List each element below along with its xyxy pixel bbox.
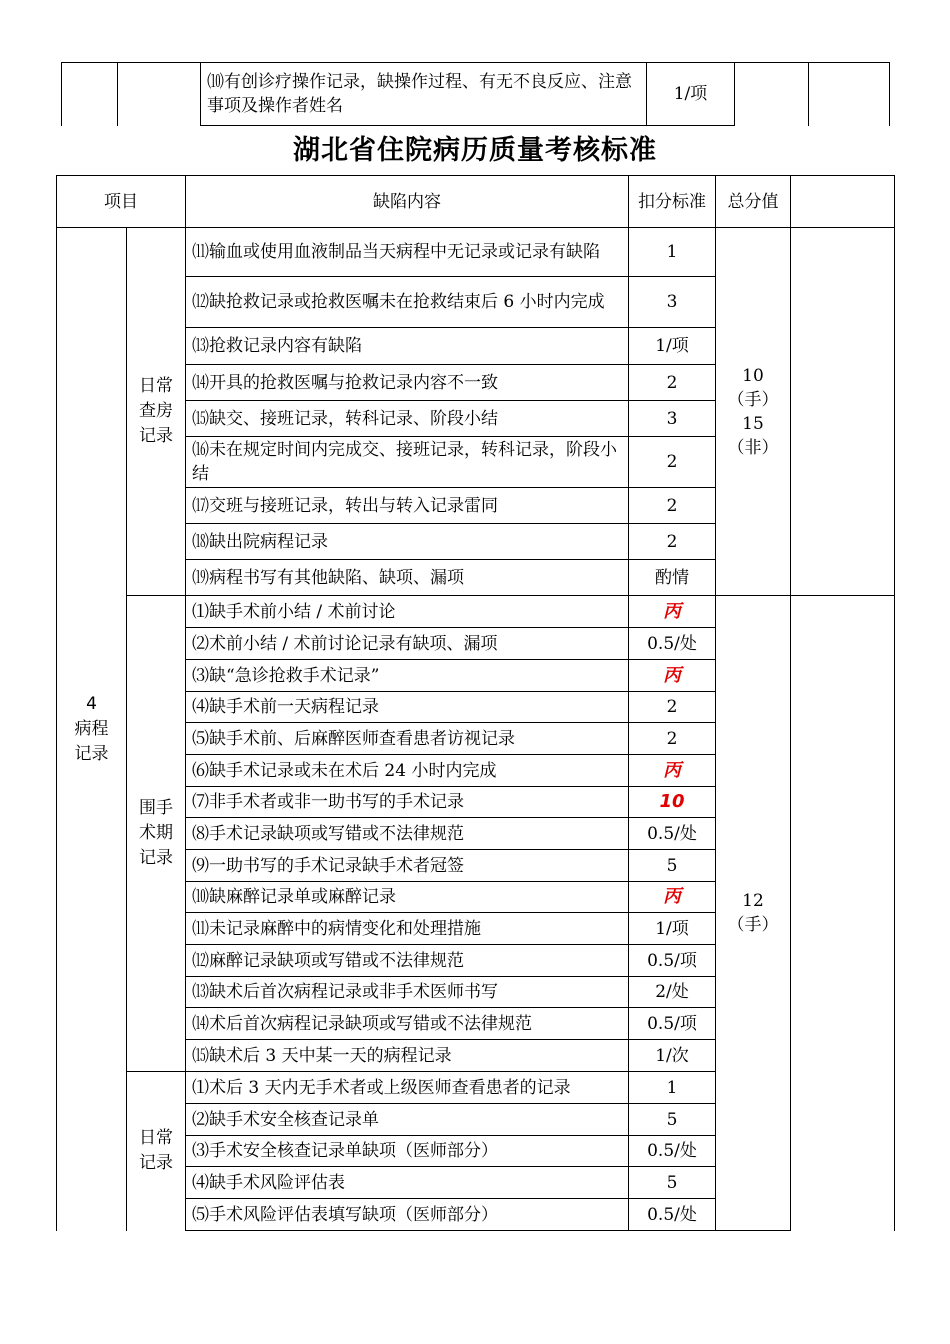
defect-content-cell: ⒁术后首次病程记录缺项或写错或不法律规范 xyxy=(186,1008,629,1040)
deduction-cell: 1 xyxy=(629,1072,716,1104)
continuation-blank-cell xyxy=(735,63,809,126)
continuation-blank-cell xyxy=(62,63,118,126)
deduction-cell: 0.5/处 xyxy=(629,818,716,850)
defect-content-cell: ⑹缺手术记录或未在术后 24 小时内完成 xyxy=(186,755,629,787)
defect-content-cell: ⑶手术安全核查记录单缺项（医师部分） xyxy=(186,1136,629,1167)
deduction-cell: 丙 xyxy=(629,882,716,913)
defect-content-cell: ⑿缺抢救记录或抢救医嘱未在抢救结束后 6 小时内完成 xyxy=(186,277,629,328)
defect-content-cell: ⑵术前小结 / 术前讨论记录有缺项、漏项 xyxy=(186,628,629,660)
deduction-cell: 0.5/处 xyxy=(629,1199,716,1231)
deduction-cell: 2 xyxy=(629,692,716,723)
defect-content-cell: ⒅缺出院病程记录 xyxy=(186,524,629,560)
header-deduction: 扣分标准 xyxy=(629,176,716,228)
deduction-cell: 3 xyxy=(629,401,716,437)
defect-content-cell: ⒆病程书写有其他缺陷、缺项、漏项 xyxy=(186,560,629,596)
deduction-cell: 0.5/处 xyxy=(629,628,716,660)
continuation-content-cell: ⑽有创诊疗操作记录，缺操作过程、有无不良反应、注意事项及操作者姓名 xyxy=(201,63,647,126)
defect-content-cell: ⑿麻醉记录缺项或写错或不法律规范 xyxy=(186,945,629,977)
subcategory-cell: 围手 术期 记录 xyxy=(127,596,186,1072)
page-title: 湖北省住院病历质量考核标准 xyxy=(293,135,657,166)
deduction-cell: 2 xyxy=(629,723,716,755)
deduction-cell: 2/处 xyxy=(629,977,716,1008)
defect-content-cell: ⒄交班与接班记录，转出与转入记录雷同 xyxy=(186,488,629,524)
defect-content-cell: ⑸手术风险评估表填写缺项（医师部分） xyxy=(186,1199,629,1231)
defect-content-cell: ⑽缺麻醉记录单或麻醉记录 xyxy=(186,882,629,913)
subcategory-cell: 日常 记录 xyxy=(127,1072,186,1231)
continuation-blank-cell xyxy=(809,63,890,126)
deduction-cell: 2 xyxy=(629,365,716,401)
subcategory-cell: 日常 查房 记录 xyxy=(127,228,186,596)
defect-content-cell: ⑼一助书写的手术记录缺手术者冠签 xyxy=(186,850,629,882)
deduction-cell: 1/次 xyxy=(629,1040,716,1072)
deduction-cell: 5 xyxy=(629,1104,716,1136)
deduction-cell: 5 xyxy=(629,1167,716,1199)
remarks-blank-cell xyxy=(791,596,895,1231)
deduction-cell: 5 xyxy=(629,850,716,882)
header-item: 项目 xyxy=(57,176,186,228)
defect-content-cell: ⒃未在规定时间内完成交、接班记录，转科记录，阶段小结 xyxy=(186,437,629,488)
deduction-cell: 0.5/处 xyxy=(629,1136,716,1167)
defect-content-cell: ⑺非手术者或非一助书写的手术记录 xyxy=(186,787,629,818)
total-score-cell: 10 （手） 15 （非） xyxy=(716,228,791,596)
defect-content-cell: ⑻手术记录缺项或写错或不法律规范 xyxy=(186,818,629,850)
continuation-deduction-cell: 1/项 xyxy=(647,63,735,126)
defect-content-cell: ⑷缺手术前一天病程记录 xyxy=(186,692,629,723)
defect-content-cell: ⑴术后 3 天内无手术者或上级医师查看患者的记录 xyxy=(186,1072,629,1104)
remarks-blank-cell xyxy=(791,228,895,596)
continuation-table xyxy=(61,62,890,126)
deduction-cell: 3 xyxy=(629,277,716,328)
defect-content-cell: ⑶缺“急诊抢救手术记录” xyxy=(186,660,629,692)
defect-content-cell: ⒂缺术后 3 天中某一天的病程记录 xyxy=(186,1040,629,1072)
total-score-cell: 12 （手） xyxy=(716,596,791,1231)
defect-content-cell: ⒀缺术后首次病程记录或非手术医师书写 xyxy=(186,977,629,1008)
assessment-table xyxy=(56,175,895,1231)
deduction-cell: 0.5/项 xyxy=(629,1008,716,1040)
defect-content-cell: ⑷缺手术风险评估表 xyxy=(186,1167,629,1199)
deduction-cell: 酌情 xyxy=(629,560,716,596)
defect-content-cell: ⒂缺交、接班记录，转科记录、阶段小结 xyxy=(186,401,629,437)
defect-content-cell: ⑾输血或使用血液制品当天病程中无记录或记录有缺陷 xyxy=(186,228,629,277)
continuation-blank-cell xyxy=(118,63,201,126)
category-cell: 4 病程 记录 xyxy=(57,228,127,1231)
deduction-cell: 2 xyxy=(629,437,716,488)
defect-content-cell: ⒁开具的抢救医嘱与抢救记录内容不一致 xyxy=(186,365,629,401)
defect-content-cell: ⑸缺手术前、后麻醉医师查看患者访视记录 xyxy=(186,723,629,755)
defect-content-cell: ⑵缺手术安全核查记录单 xyxy=(186,1104,629,1136)
deduction-cell: 2 xyxy=(629,488,716,524)
header-total: 总分值 xyxy=(716,176,791,228)
deduction-cell: 丙 xyxy=(629,596,716,628)
defect-content-cell: ⑴缺手术前小结 / 术前讨论 xyxy=(186,596,629,628)
header-blank xyxy=(791,176,895,228)
defect-content-cell: ⒀抢救记录内容有缺陷 xyxy=(186,328,629,365)
deduction-cell: 1/项 xyxy=(629,913,716,945)
deduction-cell: 2 xyxy=(629,524,716,560)
deduction-cell: 0.5/项 xyxy=(629,945,716,977)
deduction-cell: 10 xyxy=(629,787,716,818)
deduction-cell: 丙 xyxy=(629,755,716,787)
deduction-cell: 1/项 xyxy=(629,328,716,365)
deduction-cell: 1 xyxy=(629,228,716,277)
defect-content-cell: ⑾未记录麻醉中的病情变化和处理措施 xyxy=(186,913,629,945)
deduction-cell: 丙 xyxy=(629,660,716,692)
header-content: 缺陷内容 xyxy=(186,176,629,228)
